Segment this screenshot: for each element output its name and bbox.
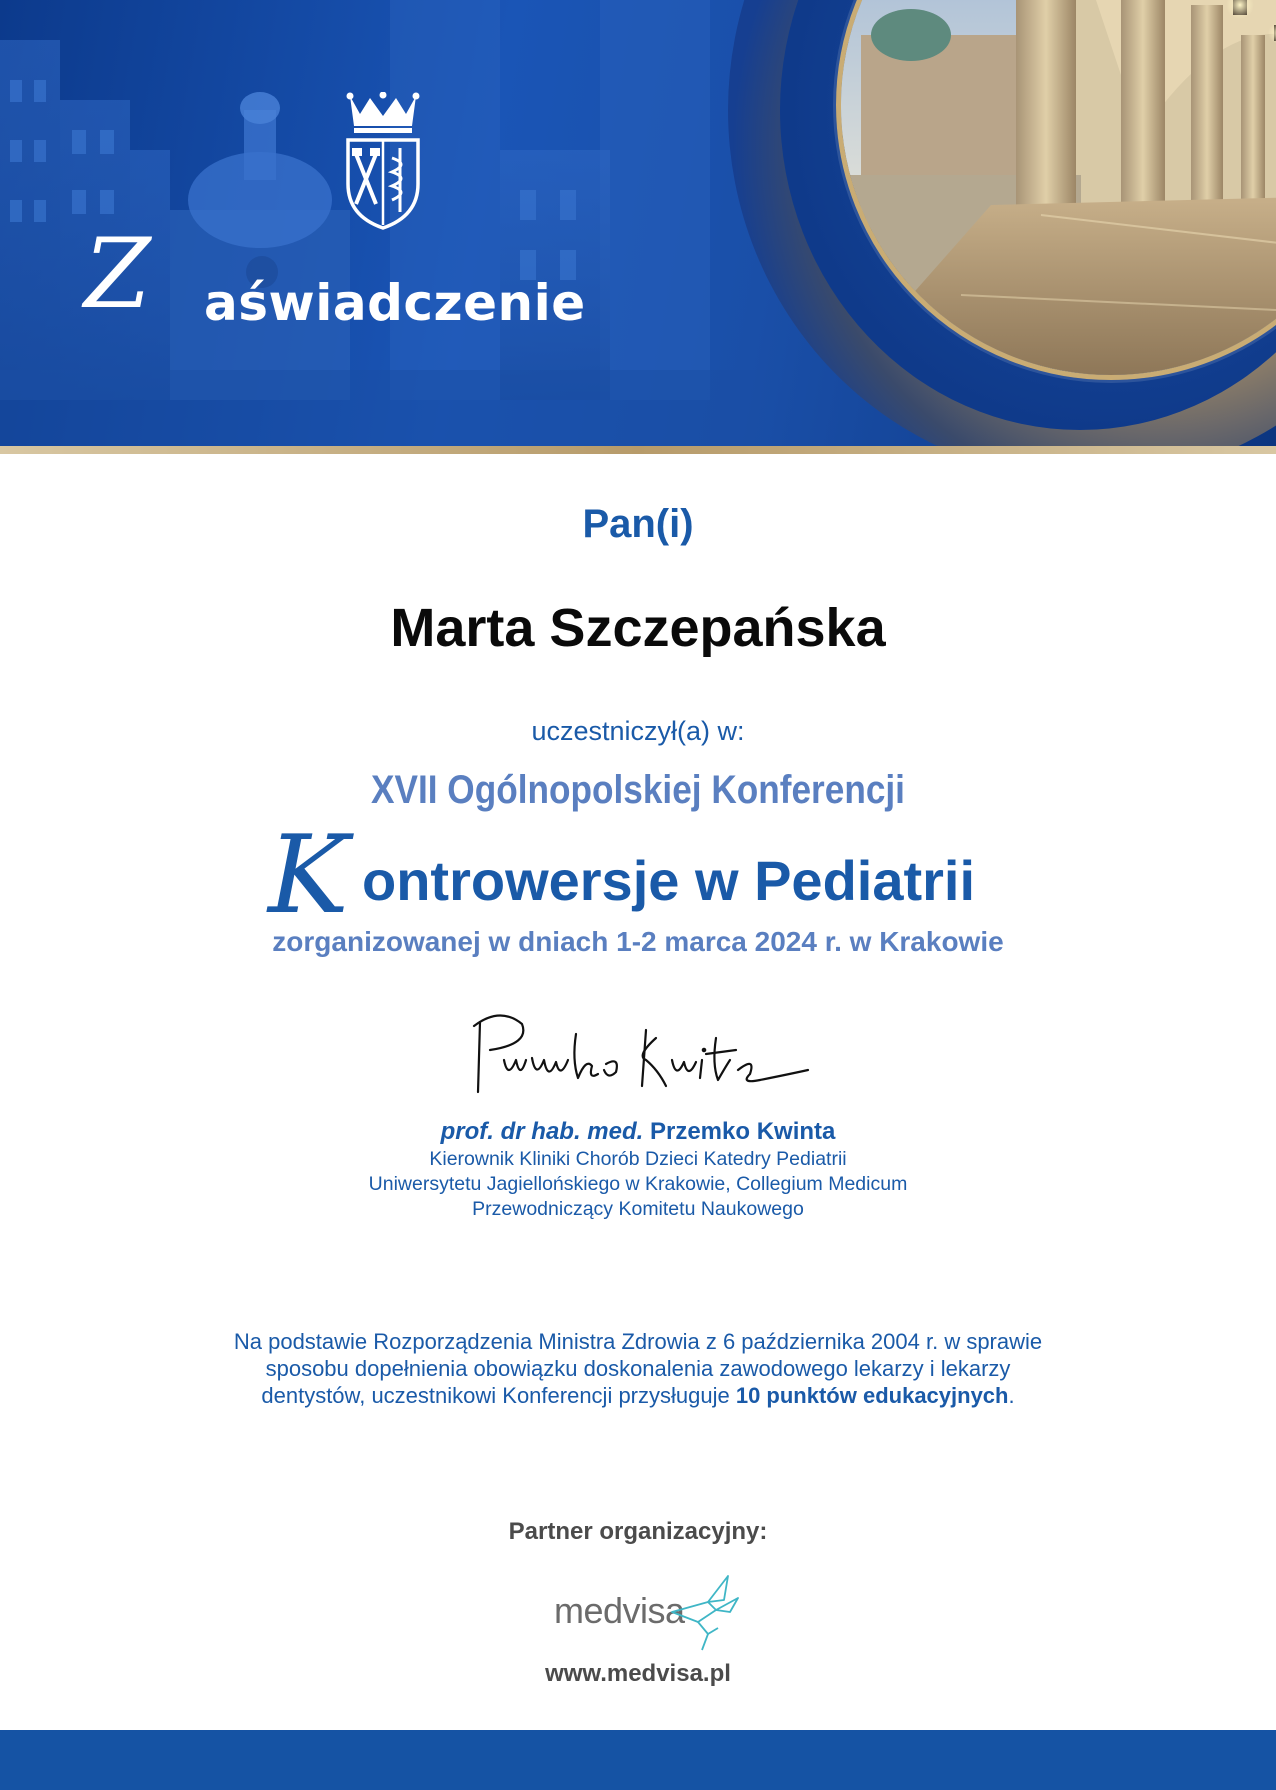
logo-text: medvisa bbox=[554, 1590, 685, 1631]
education-points: 10 punktów edukacyjnych bbox=[735, 1383, 1009, 1408]
gold-divider bbox=[0, 446, 1276, 454]
legal-line-3-suffix: . bbox=[1008, 1383, 1015, 1408]
title-text: aświadczenie bbox=[204, 274, 586, 332]
signer-name-line bbox=[0, 1118, 1276, 1146]
legal-line-2: sposobu dopełnienia obowiązku doskonalenia zawodowego lekarzy i lekarzy bbox=[265, 1356, 1011, 1381]
legal-line-3-prefix: dentystów, uczestnikowi Konferencji przysługuje bbox=[261, 1383, 736, 1408]
salutation: Pan(i) bbox=[582, 502, 694, 546]
signer-position-2: Uniwersytetu Jagiellońskiego w Krakowie, Collegium Medicum bbox=[368, 1173, 908, 1195]
signer-position-3: Przewodniczący Komitetu Naukowego bbox=[472, 1198, 804, 1220]
conference-edition: XVII Ogólnopolskiej Konferencji bbox=[371, 768, 905, 812]
conference-name bbox=[0, 813, 1276, 938]
signer-name: Przemko Kwinta bbox=[649, 1118, 836, 1145]
title-decorative-initial: Z bbox=[84, 218, 151, 330]
conference-name-text: ontrowersje w Pediatrii bbox=[362, 849, 976, 912]
recipient-name: Marta Szczepańska bbox=[390, 598, 886, 658]
legal-notice bbox=[0, 1328, 1276, 1409]
partner-label: Partner organizacyjny: bbox=[508, 1518, 768, 1545]
conference-date-location: zorganizowanej w dniach 1-2 marca 2024 r. w Krakowie bbox=[272, 926, 1004, 957]
certificate-title bbox=[84, 218, 684, 346]
hummingbird-icon bbox=[668, 1572, 748, 1652]
conference-decorative-initial: K bbox=[268, 813, 349, 938]
signer-position-1: Kierownik Kliniki Chorób Dzieci Katedry Pediatrii bbox=[429, 1148, 847, 1170]
handwritten-signature bbox=[460, 1000, 820, 1110]
legal-line-1: Na podstawie Rozporządzenia Ministra Zdrowia z 6 października 2004 r. w sprawie bbox=[233, 1329, 1043, 1354]
footer-bar bbox=[0, 1730, 1276, 1790]
participation-text: uczestniczył(a) w: bbox=[531, 716, 745, 746]
signer-degree: prof. dr hab. med. bbox=[440, 1118, 644, 1145]
legal-line-3 bbox=[0, 1382, 1276, 1409]
header-banner bbox=[0, 0, 1276, 448]
partner-url[interactable]: www.medvisa.pl bbox=[545, 1660, 731, 1687]
university-crest-icon bbox=[340, 92, 426, 232]
medvisa-logo bbox=[550, 1572, 750, 1652]
